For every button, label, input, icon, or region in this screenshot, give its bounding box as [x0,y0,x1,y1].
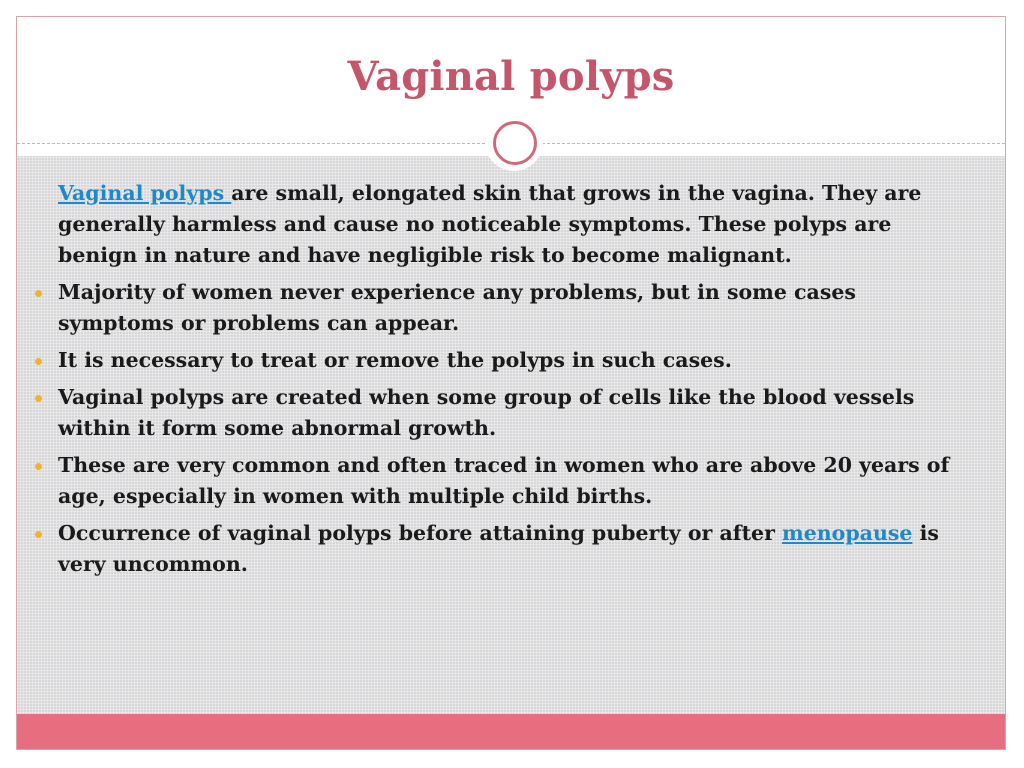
bullet-item [30,450,960,512]
bullet-dot-icon [35,395,42,402]
bullet-text: Majority of women never experience any problems, but in some cases symptoms or problems can appear. [58,280,856,335]
bullet-text: These are very common and often traced in women who are above 20 years of age, especially in women with multiple child births. [58,453,950,508]
bullet-item [30,345,960,376]
bullet-dot-icon [35,358,42,365]
bullet-dot-icon [35,290,42,297]
bullet-text: It is necessary to treat or remove the polyps in such cases. [58,348,732,372]
bullet-text: Vaginal polyps are created when some group of cells like the blood vessels within it form some abnormal growth. [58,385,915,440]
paragraph-intro [30,178,960,271]
link-menopause[interactable]: menopause [782,521,913,545]
footer-bar [17,714,1005,749]
circle-ring-inner [493,121,537,165]
bullet-item [30,518,960,580]
paragraph-text: are small, elongated skin that grows in the vagina. They are generally harmless and cause no noticeable symptoms. These polyps are benign in nature and have negligible risk to become malignant. [58,181,922,267]
bullet-text-after: is very uncommon. [58,521,939,576]
bullet-item [30,382,960,444]
slide-body [30,178,960,586]
bullet-item [30,277,960,339]
bullet-dot-icon [35,531,42,538]
slide-title: Vaginal polyps [347,53,675,100]
link-vaginal-polyps[interactable]: Vaginal polyps [58,181,232,205]
bullet-dot-icon [35,463,42,470]
circle-ring-icon [485,113,543,171]
bullet-text-before: Occurrence of vaginal polyps before attaining puberty or after [58,521,783,545]
